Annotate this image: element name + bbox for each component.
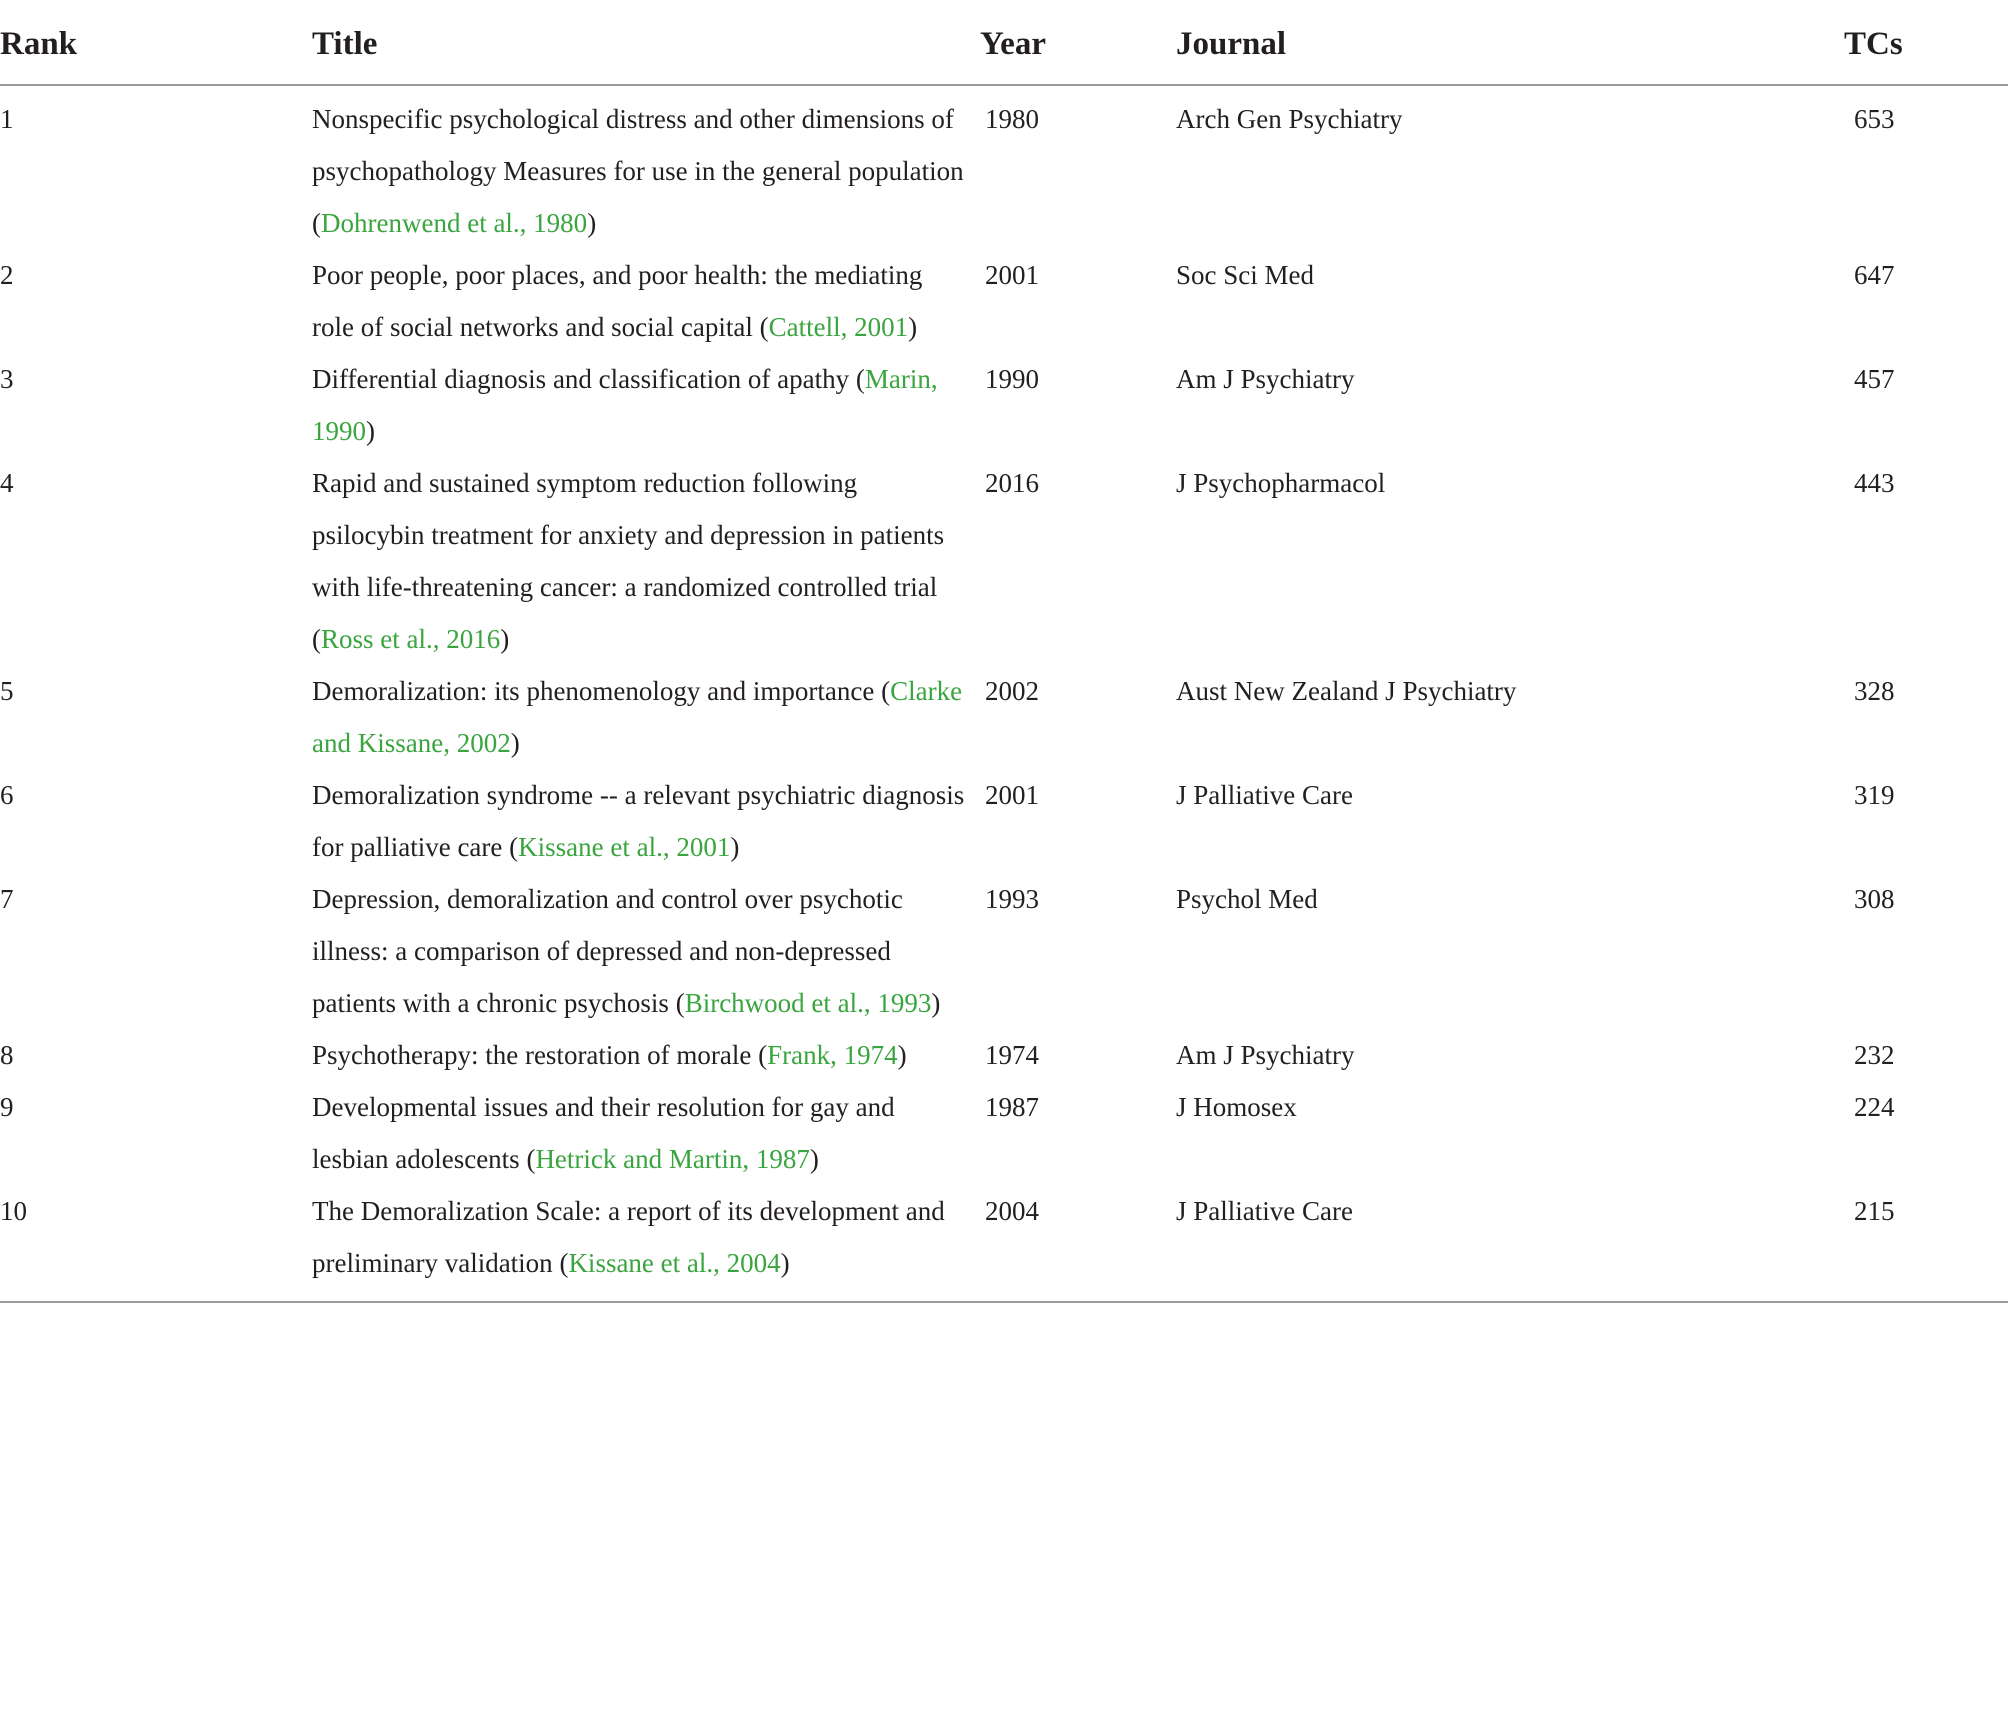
- table-row: [0, 85, 2008, 249]
- title-cell: Poor people, poor places, and poor health: the mediating role of social networks and social capital (Cattell, 2001): [312, 260, 923, 342]
- year-cell: 1980: [985, 104, 1039, 134]
- title-cell: Depression, demoralization and control over psychotic illness: a comparison of depressed and non-depressed patients with a chronic psychosis (Birchwood et al., 1993): [312, 884, 941, 1018]
- journal-cell: Am J Psychiatry: [1176, 364, 1355, 394]
- table-row: [0, 1081, 2008, 1185]
- journal-cell: J Palliative Care: [1176, 780, 1353, 810]
- title-text: Differential diagnosis and classification of apathy: [312, 364, 850, 394]
- title-text: Depression, demoralization and control over psychotic illness: a comparison of depressed and non-depressed patients with a chronic psychosis: [312, 884, 903, 1018]
- citation-link[interactable]: Kissane et al., 2004: [568, 1248, 781, 1278]
- header-year: Year: [980, 0, 1176, 85]
- rank-cell: 1: [0, 104, 14, 134]
- journal-cell: J Psychopharmacol: [1176, 468, 1386, 498]
- header-tcs: TCs: [1844, 0, 2008, 85]
- table-header-row: [0, 0, 2008, 85]
- journal-cell: Aust New Zealand J Psychiatry: [1176, 676, 1517, 706]
- rank-cell: 7: [0, 884, 14, 914]
- rank-cell: 2: [0, 260, 14, 290]
- table-row: [0, 249, 2008, 353]
- year-cell: 1990: [985, 364, 1039, 394]
- title-text: Nonspecific psychological distress and other dimensions of psychopathology Measures for use in the general population: [312, 104, 964, 186]
- table-row: [0, 873, 2008, 1029]
- citation-link[interactable]: Birchwood et al., 1993: [684, 988, 932, 1018]
- citation-link[interactable]: Cattell, 2001: [768, 312, 909, 342]
- year-cell: 1987: [985, 1092, 1039, 1122]
- title-cell: Rapid and sustained symptom reduction following psilocybin treatment for anxiety and depression in patients with life-threatening cancer: a randomized controlled trial (Ross et al., 2016): [312, 468, 945, 654]
- tcs-cell: 319: [1854, 780, 1895, 810]
- year-cell: 2001: [985, 780, 1039, 810]
- tcs-cell: 224: [1854, 1092, 1895, 1122]
- rank-cell: 8: [0, 1040, 14, 1070]
- tcs-cell: 653: [1854, 104, 1895, 134]
- header-rank: Rank: [0, 0, 312, 85]
- title-cell: Psychotherapy: the restoration of morale (Frank, 1974): [312, 1040, 907, 1070]
- tcs-cell: 457: [1854, 364, 1895, 394]
- tcs-cell: 215: [1844, 1185, 2008, 1302]
- title-text: Demoralization syndrome -- a relevant psychiatric diagnosis for palliative care: [312, 780, 965, 862]
- journal-cell: J Homosex: [1176, 1092, 1297, 1122]
- title-text: Poor people, poor places, and poor health: the mediating role of social networks and social capital: [312, 260, 923, 342]
- citation-link[interactable]: Marin, 1990: [312, 364, 938, 446]
- table-row: [0, 1029, 2008, 1081]
- title-cell: The Demoralization Scale: a report of its development and preliminary validation (Kissane et al., 2004): [312, 1185, 980, 1302]
- title-cell: Demoralization syndrome -- a relevant psychiatric diagnosis for palliative care (Kissane et al., 2001): [312, 780, 965, 862]
- rank-cell: 6: [0, 780, 14, 810]
- journal-cell: Arch Gen Psychiatry: [1176, 104, 1403, 134]
- year-cell: 2001: [985, 260, 1039, 290]
- rank-cell: 3: [0, 364, 14, 394]
- header-journal: Journal: [1176, 0, 1844, 85]
- rank-cell: 4: [0, 468, 14, 498]
- citation-link[interactable]: Kissane et al., 2001: [518, 832, 731, 862]
- year-cell: 1974: [985, 1040, 1039, 1070]
- year-cell: 2004: [980, 1185, 1176, 1302]
- table-body: [0, 85, 2008, 1302]
- table-row: [0, 457, 2008, 665]
- tcs-cell: 647: [1854, 260, 1895, 290]
- title-cell: Nonspecific psychological distress and other dimensions of psychopathology Measures for use in the general population (Dohrenwend et al., 1980): [312, 104, 964, 238]
- tcs-cell: 328: [1854, 676, 1895, 706]
- journal-cell: J Palliative Care: [1176, 1185, 1844, 1302]
- title-cell: Demoralization: its phenomenology and importance (Clarke and Kissane, 2002): [312, 676, 963, 758]
- year-cell: 2016: [985, 468, 1039, 498]
- journal-cell: Psychol Med: [1176, 884, 1318, 914]
- table-row: [0, 769, 2008, 873]
- rank-cell: 10: [0, 1185, 312, 1302]
- table-row: [0, 1185, 2008, 1302]
- title-text: Psychotherapy: the restoration of morale: [312, 1040, 752, 1070]
- citation-link[interactable]: Clarke and Kissane, 2002: [312, 676, 963, 758]
- title-text: Demoralization: its phenomenology and importance: [312, 676, 875, 706]
- title-text: Developmental issues and their resolution for gay and lesbian adolescents: [312, 1092, 895, 1174]
- rank-cell: 5: [0, 676, 14, 706]
- table-row: [0, 353, 2008, 457]
- tcs-cell: 308: [1854, 884, 1895, 914]
- title-cell: Differential diagnosis and classification of apathy (Marin, 1990): [312, 364, 938, 446]
- table-row: [0, 665, 2008, 769]
- year-cell: 1993: [985, 884, 1039, 914]
- title-text: Rapid and sustained symptom reduction following psilocybin treatment for anxiety and depression in patients with life-threatening cancer: a randomized controlled trial: [312, 468, 945, 602]
- tcs-cell: 443: [1854, 468, 1895, 498]
- citation-link[interactable]: Hetrick and Martin, 1987: [535, 1144, 810, 1174]
- journal-cell: Soc Sci Med: [1176, 260, 1314, 290]
- tcs-cell: 232: [1854, 1040, 1895, 1070]
- title-cell: Developmental issues and their resolution for gay and lesbian adolescents (Hetrick and Martin, 1987): [312, 1092, 895, 1174]
- header-title: Title: [312, 0, 980, 85]
- rank-cell: 9: [0, 1092, 14, 1122]
- citation-link[interactable]: Dohrenwend et al., 1980: [321, 208, 588, 238]
- title-text: The Demoralization Scale: a report of its development and preliminary validation: [312, 1196, 945, 1278]
- citation-link[interactable]: Frank, 1974: [767, 1040, 898, 1070]
- journal-cell: Am J Psychiatry: [1176, 1040, 1355, 1070]
- citation-link[interactable]: Ross et al., 2016: [321, 624, 501, 654]
- year-cell: 2002: [985, 676, 1039, 706]
